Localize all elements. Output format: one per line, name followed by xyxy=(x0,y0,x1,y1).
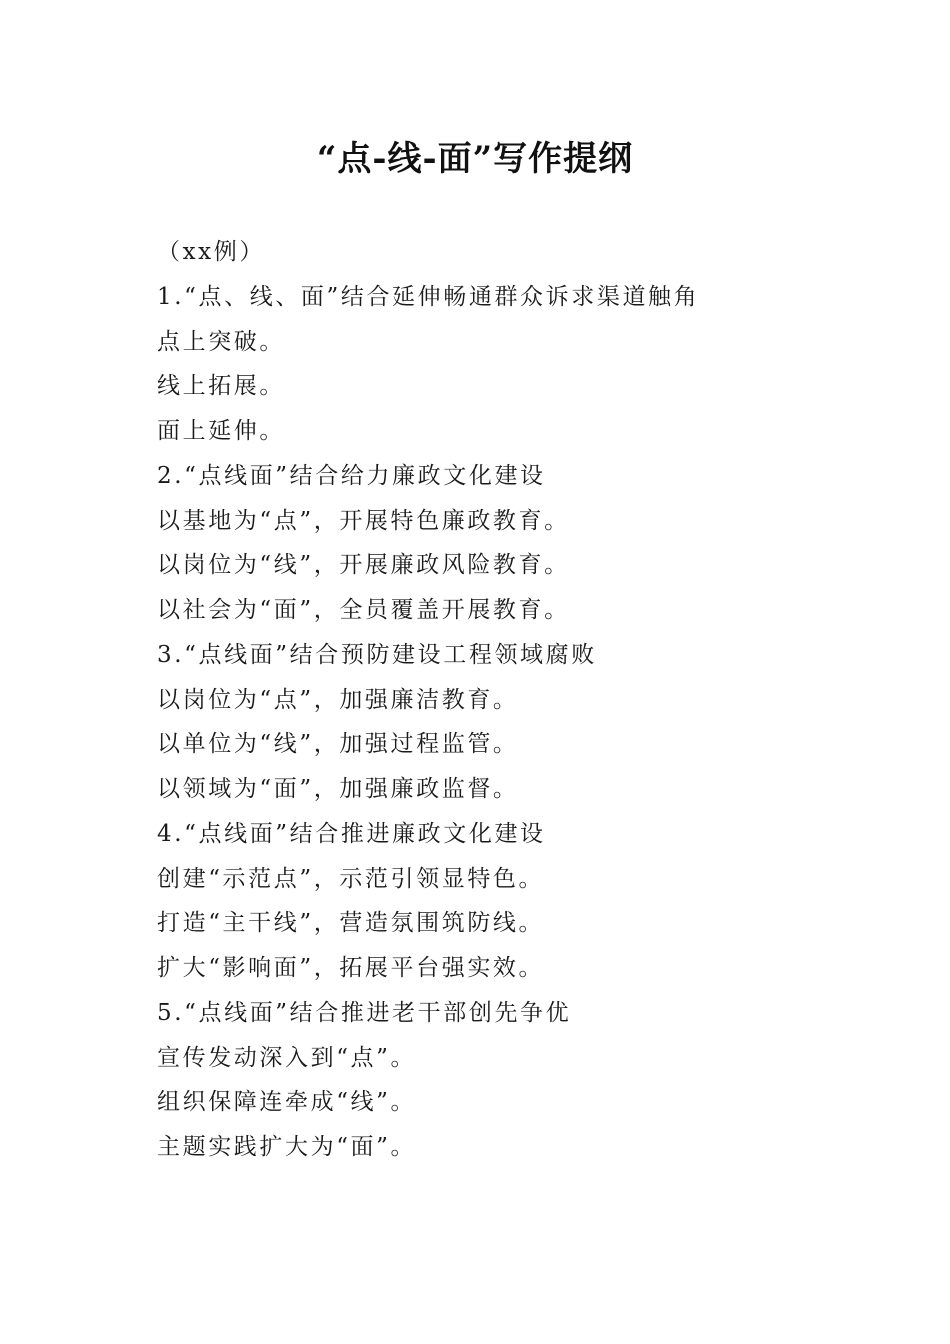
text-line: 以社会为“面”，全员覆盖开展教育。 xyxy=(157,597,570,623)
text-line: 线上拓展。 xyxy=(157,373,285,400)
text-line: 打造“主干线”，营造氛围筑防线。 xyxy=(157,910,545,937)
section-heading-2: 2.“点线面”结合给力廉政文化建设 xyxy=(157,462,546,489)
text-line: 以岗位为“线”，开展廉政风险教育。 xyxy=(157,552,570,579)
text-line: 以单位为“线”，加强过程监管。 xyxy=(157,731,519,758)
text-line: 以领域为“面”，加强廉政监督。 xyxy=(157,776,519,802)
text-line: 以岗位为“点”，加强廉洁教育。 xyxy=(157,686,519,713)
document-title: “点-线-面”写作提纲 xyxy=(316,139,634,179)
section-heading-3: 3.“点线面”结合预防建设工程领域腐败 xyxy=(157,641,597,668)
document-body xyxy=(157,230,877,1170)
text-line: 扩大“影响面”，拓展平台强实效。 xyxy=(157,955,545,981)
subtitle-note: （xx例） xyxy=(157,239,265,265)
text-line: 主题实践扩大为“面”。 xyxy=(157,1134,417,1160)
text-line: 点上突破。 xyxy=(157,328,285,355)
section-heading-5: 5.“点线面”结合推进老干部创先争优 xyxy=(157,999,572,1026)
text-line: 面上延伸。 xyxy=(157,418,285,444)
section-heading-4: 4.“点线面”结合推进廉政文化建设 xyxy=(157,820,546,847)
text-line: 组织保障连牵成“线”。 xyxy=(157,1089,417,1116)
text-line: 宣传发动深入到“点”。 xyxy=(157,1044,417,1071)
section-heading-1: 1.“点、线、面”结合延伸畅通群众诉求渠道触角 xyxy=(157,283,700,310)
text-line: 创建“示范点”，示范引领显特色。 xyxy=(157,865,545,892)
text-line: 以基地为“点”，开展特色廉政教育。 xyxy=(157,507,570,534)
